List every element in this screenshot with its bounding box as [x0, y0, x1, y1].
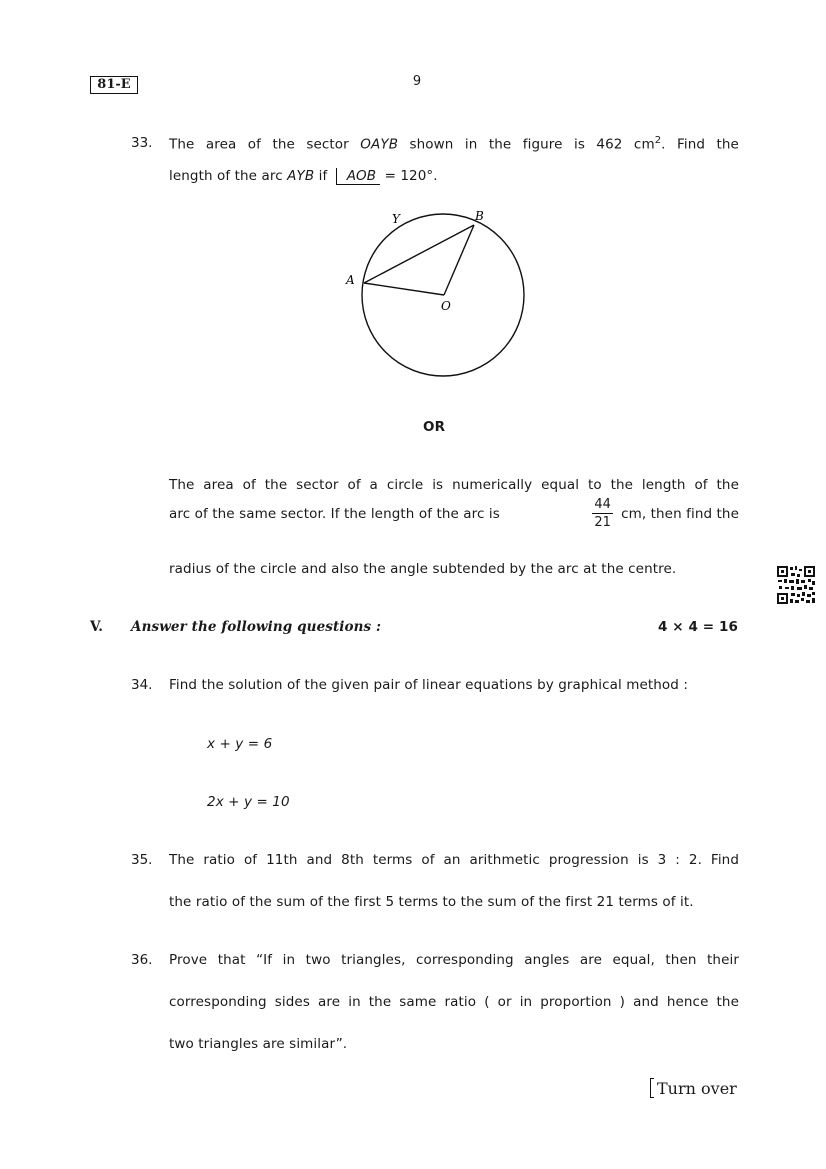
chord-ab [364, 225, 474, 283]
q33-alt-line2-post: cm, then find the [621, 505, 739, 522]
q35-line1: The ratio of 11th and 8th terms of an arithmetic progression is 3 : 2. Find [169, 852, 739, 868]
q33-line1-pre: The area of the sector [169, 136, 349, 153]
question-number-34: 34. [131, 677, 153, 693]
label-o: O [441, 299, 451, 313]
paper-code: 81-E [90, 76, 138, 94]
q36-line3: two triangles are similar”. [169, 1036, 348, 1052]
sector-figure [330, 200, 540, 385]
q35-line2: the ratio of the sum of the first 5 terms to the sum of the first 21 terms of it. [169, 894, 694, 910]
q34-equation-2: 2x + y = 10 [207, 794, 290, 810]
fraction-denominator: 21 [594, 515, 612, 530]
q34-text: Find the solution of the given pair of linear equations by graphical method : [169, 677, 688, 693]
q33-line2 [169, 168, 438, 185]
q33-line2-pre: length of the arc [169, 168, 283, 184]
section-roman-numeral: V. [90, 619, 104, 635]
question-number-33: 33. [131, 135, 153, 151]
q33-arc-name: AYB [287, 168, 315, 184]
q33-line1 [169, 135, 739, 153]
q33-superscript: 2 [654, 135, 662, 146]
section-marks: 4 × 4 = 16 [658, 619, 738, 635]
q33-alt-line1: The area of the sector of a circle is numerically equal to the length of the [169, 477, 739, 493]
bracket-icon [650, 1078, 654, 1098]
fraction-numerator: 44 [594, 497, 612, 512]
q33-alt-line3: radius of the circle and also the angle subtended by the arc at the centre. [169, 561, 677, 577]
turn-over-note [650, 1078, 737, 1098]
label-y: Y [392, 212, 400, 226]
q36-line1: Prove that “If in two triangles, corresponding angles are equal, then their [169, 952, 739, 968]
q33-angle-symbol: AOB [336, 168, 380, 185]
question-number-36: 36. [131, 952, 153, 968]
q36-line2: corresponding sides are in the same ratio ( or in proportion ) and hence the [169, 994, 739, 1010]
q33-line1-post: . Find the [661, 136, 739, 153]
radius-oa [364, 283, 444, 295]
qr-code-icon [776, 565, 816, 605]
q33-line1-mid: shown in the figure is 462 cm [409, 136, 655, 153]
section-title: Answer the following questions : [131, 619, 382, 635]
q33-alt-line2-pre: arc of the same sector. If the length of the arc is [169, 505, 500, 522]
or-label: OR [423, 419, 446, 435]
turn-over-label: Turn over [657, 1079, 737, 1098]
q33-sector-name: OAYB [360, 136, 399, 153]
label-b: B [475, 209, 484, 223]
fraction-44-21 [592, 497, 613, 530]
q33-alt-line2 [169, 497, 739, 530]
radius-ob [444, 225, 474, 295]
q34-equation-1: x + y = 6 [207, 736, 273, 752]
label-a: A [346, 273, 355, 287]
q33-if: if [318, 168, 328, 184]
q33-line2-post: = 120°. [384, 168, 438, 184]
page-number: 9 [412, 74, 422, 89]
question-number-35: 35. [131, 852, 153, 868]
